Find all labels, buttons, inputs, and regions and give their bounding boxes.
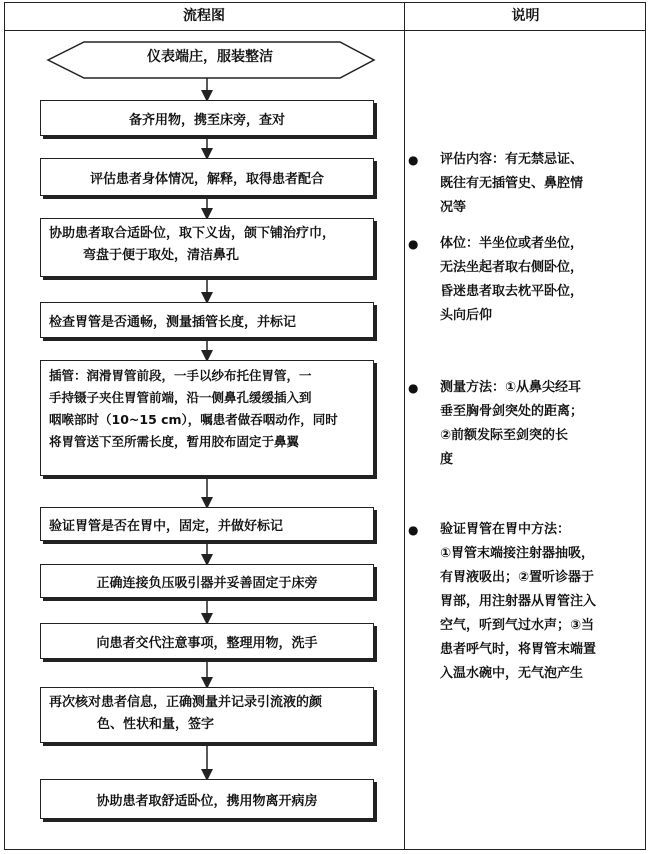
note-line: 昏迷患者取去枕平卧位，	[440, 284, 584, 299]
step-finish: 协助患者取舒适卧位，携用物离开病房	[40, 779, 374, 819]
bullet-icon: ●	[408, 381, 419, 395]
note-line: 既往有无插管史、鼻腔情	[440, 176, 584, 191]
note-line: 头向后仰	[440, 308, 493, 323]
step-connect: 正确连接负压吸引器并妥善固定于床旁	[40, 564, 374, 598]
note-measure-text	[440, 376, 640, 472]
step-record-line-1: 再次核对患者信息，正确测量并记录引流液的颜	[49, 695, 323, 710]
note-line: ②前额发际至剑突的长	[440, 428, 569, 443]
step-position-line-2: 弯盘于便于取处，清洁鼻孔	[83, 248, 240, 263]
note-line: 无法坐起者取右侧卧位，	[440, 260, 584, 275]
note-line: 度	[440, 452, 454, 467]
note-line: 胃部，用注射器从胃管注入	[440, 594, 597, 609]
step-insert-line-3: 咽喉部时（10~15 cm），嘱患者做吞咽动作，同时	[49, 412, 338, 427]
note-line: 患者呼气时，将胃管末端置	[440, 642, 597, 657]
step-insert	[40, 360, 374, 476]
step-insert-line-1: 插管：润滑胃管前段，一手以纱布托住胃管，一	[49, 368, 312, 383]
bullet-icon: ●	[408, 237, 419, 251]
step-position	[40, 218, 374, 277]
bullet-icon: ●	[408, 523, 419, 537]
note-assessment-text	[440, 148, 640, 220]
step-position-line-1: 协助患者取合适卧位，取下义齿，颌下铺治疗巾，	[49, 226, 336, 241]
note-line: 况等	[440, 200, 467, 215]
note-line: ①胃管末端接注射器抽吸，	[440, 546, 595, 561]
note-line: 垂至胸骨剑突处的距离；	[440, 404, 584, 419]
step-verify: 验证胃管是否在胃中，固定，并做好标记	[40, 507, 374, 541]
step-insert-line-4: 将胃管送下至所需长度，暂用胶布固定于鼻翼	[49, 434, 300, 449]
step-instruct: 向患者交代注意事项，整理用物，洗手	[40, 623, 374, 659]
step-assess: 评估患者身体情况，解释，取得患者配合	[40, 158, 374, 196]
note-line: 评估内容：有无禁忌证、	[440, 152, 584, 167]
note-line: 测量方法：①从鼻尖经耳	[440, 380, 582, 395]
step-start: 仪表端庄，服装整洁	[147, 49, 273, 65]
header-notes: 说明	[511, 8, 540, 24]
bullet-icon: ●	[408, 153, 419, 167]
header-flowchart: 流程图	[183, 8, 225, 24]
step-insert-line-2: 手持镊子夹住胃管前端，沿一侧鼻孔缓缓插入到	[49, 390, 312, 405]
note-line: 有胃液吸出；②置听诊器于	[440, 570, 595, 585]
step-record-line-2: 色、性状和量，签字	[97, 717, 215, 732]
note-line: 空气，听到气过水声；③当	[440, 618, 595, 633]
note-line: 体位：半坐位或者坐位，	[440, 236, 584, 251]
step-check-tube: 检查胃管是否通畅，测量插管长度，并标记	[40, 302, 374, 338]
step-record	[40, 687, 374, 743]
step-prepare: 备齐用物，携至床旁，查对	[40, 100, 374, 136]
note-line: 入温水碗中，无气泡产生	[440, 666, 584, 681]
note-position-text	[440, 232, 640, 328]
note-verify-text	[440, 518, 644, 686]
note-line: 验证胃管在胃中方法：	[440, 522, 571, 537]
